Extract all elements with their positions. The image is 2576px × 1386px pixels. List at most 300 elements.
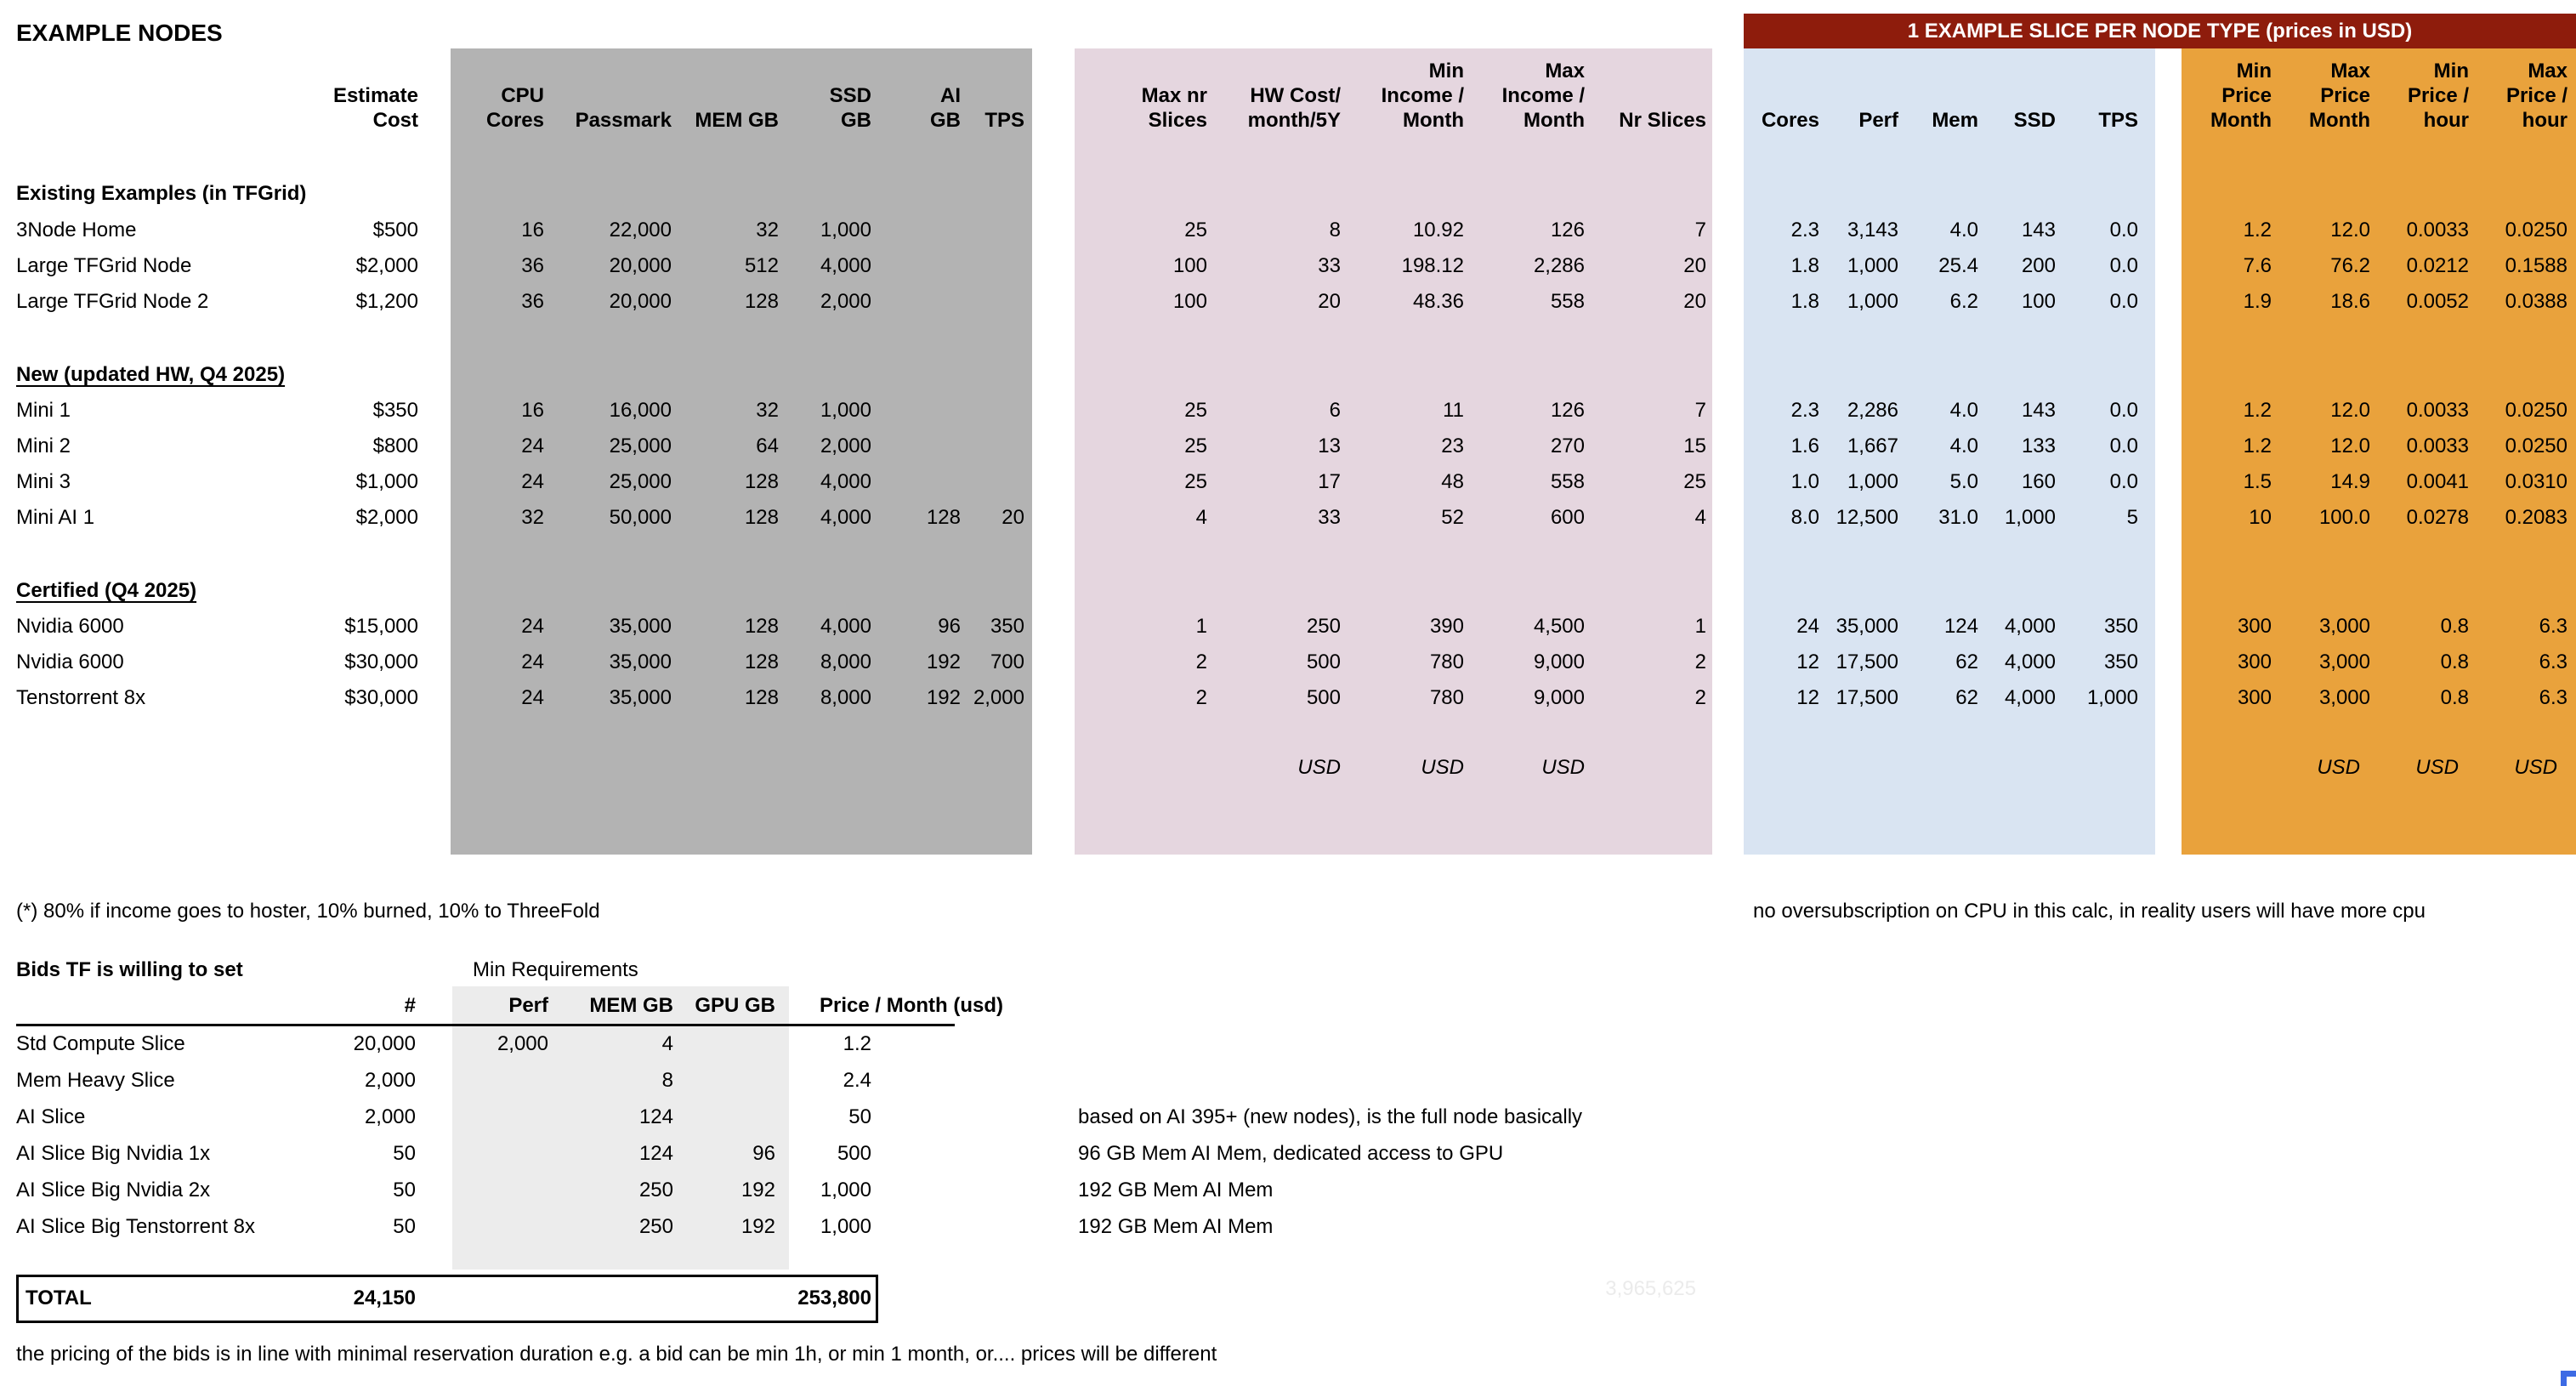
cell-bid-gpu[interactable]: 192	[740, 1215, 775, 1238]
page-title: EXAMPLE NODES	[16, 20, 223, 46]
node-table-header: Price	[2320, 84, 2370, 107]
usd-unit-label: USD	[1541, 756, 1585, 779]
cell-slice-price[interactable]: 0.0033	[2406, 399, 2469, 422]
cell-slice-spec[interactable]: 1,667	[1847, 435, 1898, 457]
node-row-label[interactable]: Large TFGrid Node	[16, 254, 192, 277]
cell-slice-price[interactable]: 0.0250	[2505, 435, 2567, 457]
cell-income[interactable]: 270	[1550, 435, 1585, 457]
cell-hw[interactable]: 128	[744, 470, 779, 493]
cell-income[interactable]: 600	[1550, 506, 1585, 529]
cell-slice-spec[interactable]: 17,500	[1836, 686, 1898, 709]
node-row-label[interactable]: Tenstorrent 8x	[16, 686, 146, 709]
cell-income[interactable]: 500	[1306, 686, 1341, 709]
cell-income[interactable]: 25	[1683, 470, 1706, 493]
cell-slice-price[interactable]: 1.2	[2243, 399, 2272, 422]
cell-hw[interactable]: 32	[521, 506, 544, 529]
cell-hw[interactable]: 20	[1001, 506, 1024, 529]
cell-income[interactable]: 4	[1195, 506, 1207, 529]
cell-hw[interactable]: 35,000	[609, 686, 672, 709]
cell-slice-spec[interactable]: 1,000	[2086, 686, 2138, 709]
cell-hw[interactable]: 128	[744, 615, 779, 638]
ghost-total-value: 3,965,625	[1605, 1277, 1696, 1300]
example-slice-banner: 1 EXAMPLE SLICE PER NODE TYPE (prices in USD)	[1744, 14, 2576, 48]
bid-row-label[interactable]: AI Slice Big Nvidia 2x	[16, 1179, 211, 1201]
node-table-header: Price /	[2407, 84, 2469, 107]
cell-income[interactable]: 13	[1318, 435, 1341, 457]
cell-bid-mem[interactable]: 4	[661, 1032, 673, 1055]
cell-hw[interactable]: 36	[521, 290, 544, 313]
node-table-header: Price	[2221, 84, 2272, 107]
cell-slice-price[interactable]: 76.2	[2330, 254, 2370, 277]
cell-slice-spec[interactable]: 1.8	[1790, 254, 1819, 277]
node-table-header: Max	[2330, 60, 2370, 82]
cell-slice-price[interactable]: 1.5	[2243, 470, 2272, 493]
cell-slice-spec[interactable]: 0.0	[2109, 290, 2138, 313]
cell-slice-spec[interactable]: 24	[1796, 615, 1819, 638]
cell-slice-spec[interactable]: 1,000	[1847, 290, 1898, 313]
cell-hw[interactable]: 4,000	[820, 506, 871, 529]
cell-income[interactable]: 4	[1694, 506, 1706, 529]
cell-hw[interactable]: 128	[744, 650, 779, 673]
node-row-label[interactable]: Large TFGrid Node 2	[16, 290, 209, 313]
cell-hw[interactable]: 24	[521, 650, 544, 673]
footer-note: the pricing of the bids is in line with minimal reservation duration e.g. a bid can be min 1h, or min 1 month, or.... prices will be different	[16, 1343, 1217, 1366]
cell-slice-spec[interactable]: 1,000	[1847, 470, 1898, 493]
cell-hw[interactable]: 24	[521, 615, 544, 638]
cell-slice-price[interactable]: 0.0310	[2505, 470, 2567, 493]
cell-slice-spec[interactable]: 1,000	[2004, 506, 2056, 529]
cell-estimate-cost[interactable]: $2,000	[355, 254, 418, 277]
cell-slice-spec[interactable]: 0.0	[2109, 435, 2138, 457]
cell-bid-price[interactable]: 500	[837, 1142, 871, 1165]
cell-slice-spec[interactable]: 124	[1943, 615, 1978, 638]
cell-income[interactable]: 4,500	[1533, 615, 1585, 638]
cell-slice-spec[interactable]: 0.0	[2109, 470, 2138, 493]
node-table-header: Cores	[1761, 109, 1819, 132]
selection-corner-icon	[2561, 1371, 2567, 1386]
cell-slice-spec[interactable]: 1.0	[1790, 470, 1819, 493]
cell-income[interactable]: 52	[1441, 506, 1464, 529]
cell-hw[interactable]: 96	[938, 615, 961, 638]
cell-slice-spec[interactable]: 2.3	[1790, 219, 1819, 241]
cell-slice-price[interactable]: 12.0	[2330, 399, 2370, 422]
cell-hw[interactable]: 2,000	[973, 686, 1024, 709]
cell-slice-spec[interactable]: 62	[1955, 650, 1978, 673]
cell-hw[interactable]: 1,000	[820, 399, 871, 422]
cell-slice-spec[interactable]: 35,000	[1836, 615, 1898, 638]
cell-hw[interactable]: 8,000	[820, 650, 871, 673]
cell-slice-price[interactable]: 1.9	[2243, 290, 2272, 313]
cell-slice-price[interactable]: 6.3	[2539, 686, 2567, 709]
cell-slice-spec[interactable]: 6.2	[1949, 290, 1978, 313]
usd-unit-label: USD	[2514, 756, 2557, 779]
cell-income[interactable]: 9,000	[1533, 686, 1585, 709]
footnote-right: no oversubscription on CPU in this calc, in reality users will have more cpu	[1753, 900, 2426, 923]
cell-slice-spec[interactable]: 1,000	[1847, 254, 1898, 277]
section-label: Existing Examples (in TFGrid)	[16, 182, 307, 205]
node-table-header: AI	[940, 84, 961, 107]
cell-bid-mem[interactable]: 8	[661, 1069, 673, 1092]
cell-hw[interactable]: 512	[744, 254, 779, 277]
cell-slice-price[interactable]: 300	[2237, 650, 2272, 673]
cell-hw[interactable]: 4,000	[820, 254, 871, 277]
cell-slice-price[interactable]: 0.0250	[2505, 399, 2567, 422]
node-table-header: Perf	[1858, 109, 1898, 132]
cell-hw[interactable]: 1,000	[820, 219, 871, 241]
cell-income[interactable]: 558	[1550, 470, 1585, 493]
cell-slice-price[interactable]: 0.0212	[2406, 254, 2469, 277]
cell-income[interactable]: 11	[1443, 399, 1464, 422]
cell-slice-price[interactable]: 0.0033	[2406, 219, 2469, 241]
cell-slice-price[interactable]: 0.0278	[2406, 506, 2469, 529]
node-table-header: hour	[2522, 109, 2567, 132]
cell-bid-price[interactable]: 50	[848, 1105, 871, 1128]
cell-income[interactable]: 48	[1441, 470, 1464, 493]
cell-hw[interactable]: 20,000	[609, 254, 672, 277]
cell-income[interactable]: 8	[1329, 219, 1341, 241]
cell-slice-spec[interactable]: 31.0	[1938, 506, 1978, 529]
cell-income[interactable]: 780	[1429, 686, 1464, 709]
cell-income[interactable]: 25	[1184, 435, 1207, 457]
cell-slice-spec[interactable]: 4.0	[1949, 435, 1978, 457]
cell-hw[interactable]: 32	[756, 399, 779, 422]
cell-slice-price[interactable]: 14.9	[2330, 470, 2370, 493]
cell-slice-spec[interactable]: 2,286	[1847, 399, 1898, 422]
node-table-header: MEM GB	[695, 109, 779, 132]
cell-income[interactable]: 17	[1318, 470, 1341, 493]
cell-slice-spec[interactable]: 0.0	[2109, 399, 2138, 422]
node-table-header: SSD	[829, 84, 871, 107]
cell-bid-price[interactable]: 1,000	[820, 1215, 871, 1238]
cell-slice-spec[interactable]: 143	[2021, 219, 2056, 241]
cell-slice-spec[interactable]: 12	[1796, 686, 1819, 709]
cell-estimate-cost[interactable]: $30,000	[344, 650, 418, 673]
cell-hw[interactable]: 36	[521, 254, 544, 277]
cell-income[interactable]: 2	[1195, 686, 1207, 709]
cell-slice-spec[interactable]: 100	[2021, 290, 2056, 313]
cell-hw[interactable]: 24	[521, 686, 544, 709]
cell-hw[interactable]: 24	[521, 470, 544, 493]
cell-hw[interactable]: 50,000	[609, 506, 672, 529]
cell-hw[interactable]: 2,000	[820, 435, 871, 457]
node-table-header: Month	[2210, 109, 2272, 132]
cell-income[interactable]: 1	[1195, 615, 1207, 638]
cell-slice-price[interactable]: 0.0052	[2406, 290, 2469, 313]
node-table-header: Mem	[1932, 109, 1978, 132]
cell-slice-spec[interactable]: 133	[2021, 435, 2056, 457]
cell-slice-price[interactable]: 0.0041	[2406, 470, 2469, 493]
cell-hw[interactable]: 192	[926, 650, 961, 673]
cell-hw[interactable]: 64	[756, 435, 779, 457]
cell-slice-spec[interactable]: 5	[2126, 506, 2138, 529]
node-row-label[interactable]: Nvidia 6000	[16, 615, 124, 638]
node-table-header: Income /	[1501, 84, 1585, 107]
cell-estimate-cost[interactable]: $30,000	[344, 686, 418, 709]
cell-income[interactable]: 2	[1694, 686, 1706, 709]
node-table-header: month/5Y	[1247, 109, 1341, 132]
bids-table-title: Bids TF is willing to set	[16, 958, 243, 981]
bids-header: MEM GB	[589, 994, 673, 1017]
cell-income[interactable]: 33	[1318, 506, 1341, 529]
cell-estimate-cost[interactable]: $800	[372, 435, 418, 457]
cell-hw[interactable]: 4,000	[820, 615, 871, 638]
cell-slice-price[interactable]: 0.1588	[2505, 254, 2567, 277]
cell-hw[interactable]: 32	[756, 219, 779, 241]
cell-slice-spec[interactable]: 12	[1796, 650, 1819, 673]
cell-hw[interactable]: 8,000	[820, 686, 871, 709]
bid-row-label[interactable]: Std Compute Slice	[16, 1032, 185, 1055]
cell-hw[interactable]: 25,000	[609, 470, 672, 493]
cell-slice-spec[interactable]: 143	[2021, 399, 2056, 422]
cell-hw[interactable]: 16	[521, 219, 544, 241]
cell-bid-perf[interactable]: 2,000	[496, 1032, 548, 1055]
cell-slice-spec[interactable]: 4.0	[1949, 399, 1978, 422]
cell-bid-count[interactable]: 20,000	[353, 1032, 416, 1055]
cell-estimate-cost[interactable]: $15,000	[344, 615, 418, 638]
cell-slice-spec[interactable]: 25.4	[1938, 254, 1978, 277]
cell-hw[interactable]: 192	[926, 686, 961, 709]
cell-income[interactable]: 100	[1172, 290, 1207, 313]
total-count[interactable]: 24,150	[353, 1287, 416, 1309]
cell-income[interactable]: 558	[1550, 290, 1585, 313]
cell-slice-spec[interactable]: 350	[2103, 615, 2138, 638]
cell-bid-count[interactable]: 50	[393, 1215, 416, 1238]
cell-hw[interactable]: 35,000	[609, 650, 672, 673]
cell-slice-spec[interactable]: 3,143	[1847, 219, 1898, 241]
cell-bid-mem[interactable]: 124	[638, 1105, 673, 1128]
cell-slice-spec[interactable]: 1.6	[1790, 435, 1819, 457]
usd-unit-label: USD	[2415, 756, 2459, 779]
cell-income[interactable]: 2	[1195, 650, 1207, 673]
cell-hw[interactable]: 350	[990, 615, 1024, 638]
node-row-label[interactable]: Mini 1	[16, 399, 71, 422]
cell-slice-spec[interactable]: 0.0	[2109, 254, 2138, 277]
cell-slice-price[interactable]: 3,000	[2318, 615, 2370, 638]
total-price[interactable]: 253,800	[797, 1287, 871, 1309]
usd-unit-label: USD	[2317, 756, 2360, 779]
cell-slice-price[interactable]: 3,000	[2318, 650, 2370, 673]
cell-bid-count[interactable]: 50	[393, 1179, 416, 1201]
cell-estimate-cost[interactable]: $1,200	[355, 290, 418, 313]
cell-slice-spec[interactable]: 160	[2021, 470, 2056, 493]
cell-slice-spec[interactable]: 4,000	[2004, 615, 2056, 638]
cell-estimate-cost[interactable]: $350	[372, 399, 418, 422]
cell-bid-price[interactable]: 2.4	[843, 1069, 871, 1092]
cell-income[interactable]: 25	[1184, 219, 1207, 241]
node-table-header: TPS	[2098, 109, 2138, 132]
cell-slice-spec[interactable]: 200	[2021, 254, 2056, 277]
node-table-header: Passmark	[575, 109, 672, 132]
cell-slice-spec[interactable]: 4,000	[2004, 650, 2056, 673]
node-table-header: CPU	[501, 84, 544, 107]
bids-header: #	[404, 994, 416, 1017]
cell-slice-price[interactable]: 0.0388	[2505, 290, 2567, 313]
cell-slice-price[interactable]: 12.0	[2330, 219, 2370, 241]
cell-slice-price[interactable]: 0.8	[2440, 650, 2469, 673]
bid-row-note: 192 GB Mem AI Mem	[1078, 1215, 1274, 1238]
bid-row-note: 96 GB Mem AI Mem, dedicated access to GPU	[1078, 1142, 1504, 1165]
cell-income[interactable]: 1	[1694, 615, 1706, 638]
cell-slice-price[interactable]: 12.0	[2330, 435, 2370, 457]
cell-income[interactable]: 20	[1318, 290, 1341, 313]
node-table-header: Slices	[1148, 109, 1207, 132]
cell-bid-price[interactable]: 1,000	[820, 1179, 871, 1201]
cell-income[interactable]: 25	[1184, 399, 1207, 422]
cell-hw[interactable]: 700	[990, 650, 1024, 673]
cell-income[interactable]: 250	[1306, 615, 1341, 638]
bid-row-note: based on AI 395+ (new nodes), is the full node basically	[1078, 1105, 1583, 1128]
cell-income[interactable]: 48.36	[1412, 290, 1464, 313]
node-table-header: SSD	[2013, 109, 2056, 132]
node-row-label[interactable]: Nvidia 6000	[16, 650, 124, 673]
node-table-header: Estimate	[332, 84, 418, 107]
cell-income[interactable]: 198.12	[1401, 254, 1464, 277]
node-table-header: Month	[1523, 109, 1585, 132]
cell-slice-price[interactable]: 0.0250	[2505, 219, 2567, 241]
cell-hw[interactable]: 16,000	[609, 399, 672, 422]
bid-row-label[interactable]: AI Slice Big Tenstorrent 8x	[16, 1215, 256, 1238]
cell-slice-price[interactable]: 100.0	[2318, 506, 2370, 529]
total-label[interactable]: TOTAL	[26, 1287, 92, 1309]
cell-income[interactable]: 20	[1683, 254, 1706, 277]
node-row-label[interactable]: Mini 2	[16, 435, 71, 457]
cell-income[interactable]: 20	[1683, 290, 1706, 313]
node-table-header: Max	[1545, 60, 1585, 82]
cell-income[interactable]: 7	[1694, 219, 1706, 241]
cell-hw[interactable]: 128	[744, 290, 779, 313]
cell-slice-price[interactable]: 7.6	[2243, 254, 2272, 277]
cell-slice-spec[interactable]: 17,500	[1836, 650, 1898, 673]
node-row-label[interactable]: Mini 3	[16, 470, 71, 493]
node-table-header: hour	[2423, 109, 2469, 132]
cell-income[interactable]: 10.92	[1412, 219, 1464, 241]
cell-slice-spec[interactable]: 4,000	[2004, 686, 2056, 709]
cell-bid-gpu[interactable]: 96	[752, 1142, 775, 1165]
bid-row-label[interactable]: Mem Heavy Slice	[16, 1069, 175, 1092]
usd-unit-label: USD	[1297, 756, 1341, 779]
cell-income[interactable]: 126	[1550, 399, 1585, 422]
cell-hw[interactable]: 25,000	[609, 435, 672, 457]
cell-slice-spec[interactable]: 4.0	[1949, 219, 1978, 241]
node-table-header: GB	[841, 109, 871, 132]
cell-hw[interactable]: 16	[521, 399, 544, 422]
node-table-header: Min	[2433, 60, 2469, 82]
cell-slice-spec[interactable]: 62	[1955, 686, 1978, 709]
cell-income[interactable]: 2	[1694, 650, 1706, 673]
node-table-header: HW Cost/	[1250, 84, 1341, 107]
cell-bid-mem[interactable]: 250	[638, 1179, 673, 1201]
bid-row-label[interactable]: AI Slice	[16, 1105, 86, 1128]
cell-slice-price[interactable]: 300	[2237, 615, 2272, 638]
cell-bid-count[interactable]: 2,000	[364, 1069, 416, 1092]
cell-slice-price[interactable]: 6.3	[2539, 615, 2567, 638]
cell-bid-gpu[interactable]: 192	[740, 1179, 775, 1201]
cell-bid-count[interactable]: 50	[393, 1142, 416, 1165]
cell-income[interactable]: 23	[1441, 435, 1464, 457]
node-table-header: Max	[2528, 60, 2567, 82]
cell-hw[interactable]: 128	[744, 506, 779, 529]
bids-header-price: Price / Month (usd)	[820, 994, 1003, 1017]
cell-bid-mem[interactable]: 124	[638, 1142, 673, 1165]
cell-slice-spec[interactable]: 12,500	[1836, 506, 1898, 529]
footnote-left: (*) 80% if income goes to hoster, 10% burned, 10% to ThreeFold	[16, 900, 600, 923]
cell-income[interactable]: 100	[1172, 254, 1207, 277]
cell-income[interactable]: 780	[1429, 650, 1464, 673]
node-table-header: Income /	[1381, 84, 1464, 107]
cell-hw[interactable]: 4,000	[820, 470, 871, 493]
cell-slice-spec[interactable]: 0.0	[2109, 219, 2138, 241]
cell-slice-price[interactable]: 0.2083	[2505, 506, 2567, 529]
cell-estimate-cost[interactable]: $2,000	[355, 506, 418, 529]
cell-slice-spec[interactable]: 2.3	[1790, 399, 1819, 422]
cell-hw[interactable]: 128	[744, 686, 779, 709]
cell-slice-price[interactable]: 10	[2249, 506, 2272, 529]
cell-income[interactable]: 15	[1683, 435, 1706, 457]
cell-hw[interactable]: 35,000	[609, 615, 672, 638]
cell-hw[interactable]: 20,000	[609, 290, 672, 313]
cell-slice-price[interactable]: 0.8	[2440, 686, 2469, 709]
section-label: New (updated HW, Q4 2025)	[16, 363, 286, 386]
cell-slice-price[interactable]: 300	[2237, 686, 2272, 709]
cell-hw[interactable]: 128	[926, 506, 961, 529]
cell-bid-price[interactable]: 1.2	[843, 1032, 871, 1055]
cell-estimate-cost[interactable]: $1,000	[355, 470, 418, 493]
node-table-header: Min	[2236, 60, 2272, 82]
bids-header: GPU GB	[695, 994, 775, 1017]
cell-income[interactable]: 9,000	[1533, 650, 1585, 673]
cell-income[interactable]: 6	[1329, 399, 1341, 422]
cell-income[interactable]: 33	[1318, 254, 1341, 277]
cell-slice-price[interactable]: 0.8	[2440, 615, 2469, 638]
cell-slice-spec[interactable]: 1.8	[1790, 290, 1819, 313]
node-row-label[interactable]: Mini AI 1	[16, 506, 95, 529]
cell-income[interactable]: 126	[1550, 219, 1585, 241]
cell-slice-price[interactable]: 18.6	[2330, 290, 2370, 313]
node-table-header: Month	[1403, 109, 1464, 132]
usd-unit-label: USD	[1421, 756, 1464, 779]
cell-income[interactable]: 390	[1429, 615, 1464, 638]
node-table-header: TPS	[984, 109, 1024, 132]
cell-income[interactable]: 2,286	[1533, 254, 1585, 277]
cell-slice-spec[interactable]: 8.0	[1790, 506, 1819, 529]
cell-bid-count[interactable]: 2,000	[364, 1105, 416, 1128]
node-row-label[interactable]: 3Node Home	[16, 219, 137, 241]
bid-row-label[interactable]: AI Slice Big Nvidia 1x	[16, 1142, 211, 1165]
node-table-header: Nr Slices	[1619, 109, 1706, 132]
node-table-header: Cores	[485, 109, 544, 132]
node-table-header: Month	[2309, 109, 2370, 132]
cell-slice-price[interactable]: 1.2	[2243, 219, 2272, 241]
cell-income[interactable]: 25	[1184, 470, 1207, 493]
cell-slice-spec[interactable]: 5.0	[1949, 470, 1978, 493]
node-table-header: Min	[1428, 60, 1464, 82]
cell-slice-price[interactable]: 0.0033	[2406, 435, 2469, 457]
cell-income[interactable]: 7	[1694, 399, 1706, 422]
cell-slice-price[interactable]: 1.2	[2243, 435, 2272, 457]
min-requirements-label: Min Requirements	[473, 958, 638, 981]
bid-row-note: 192 GB Mem AI Mem	[1078, 1179, 1274, 1201]
cell-hw[interactable]: 22,000	[609, 219, 672, 241]
cell-slice-spec[interactable]: 350	[2103, 650, 2138, 673]
node-table-header: GB	[930, 109, 961, 132]
cell-income[interactable]: 500	[1306, 650, 1341, 673]
cell-slice-price[interactable]: 3,000	[2318, 686, 2370, 709]
cell-estimate-cost[interactable]: $500	[372, 219, 418, 241]
cell-bid-mem[interactable]: 250	[638, 1215, 673, 1238]
cell-hw[interactable]: 2,000	[820, 290, 871, 313]
cell-hw[interactable]: 24	[521, 435, 544, 457]
cell-slice-price[interactable]: 6.3	[2539, 650, 2567, 673]
